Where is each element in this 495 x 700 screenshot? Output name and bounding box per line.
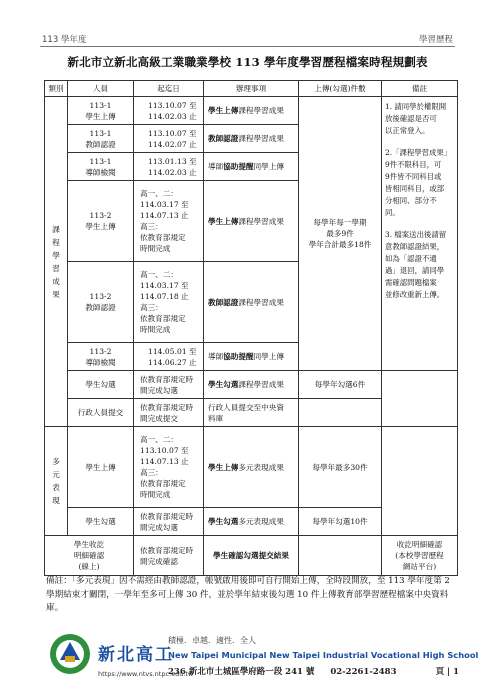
row-person: 113-1 教師認證 bbox=[68, 125, 134, 153]
category-multi: 多 元 表 現 bbox=[45, 427, 68, 536]
row-dates: 依教育部規定時 間完成提交 bbox=[134, 399, 204, 427]
row-dates: 依教育部規定時 間完成勾選 bbox=[134, 371, 204, 399]
row-task: 教師認證課程學習成果 bbox=[204, 262, 299, 343]
row-task: 學生上傳課程學習成果 bbox=[204, 97, 299, 125]
row-person: 113-1 導師檢閱 bbox=[68, 153, 134, 181]
row-task: 導師協助提醒同學上傳 bbox=[204, 343, 299, 371]
row-dates: 高一、二： 114.03.17 至 114.07.18 止 高三： 依教育部規定 時間完成 bbox=[134, 262, 204, 343]
category-course-results: 課 程 學 習 成 果 bbox=[45, 97, 68, 427]
table-row bbox=[45, 536, 458, 576]
header-year: 113 學年度 bbox=[42, 35, 87, 45]
note-3: 3. 檔案送出後請留 意教師認證結果， 如為「認證不通 過」退回，請同學 需確認問題檔案 並修改重新上傳。 bbox=[385, 230, 447, 299]
header-divider bbox=[40, 46, 455, 47]
table-row bbox=[45, 371, 458, 399]
school-name-en: New Taipei Municipal New Taipei Industrial Vocational High School bbox=[168, 650, 479, 660]
col-header: 上傳(勾選)件數 bbox=[299, 81, 382, 97]
school-url[interactable]: https://www.ntvs.ntpc.edu.tw bbox=[98, 670, 194, 678]
row-dates: 113.10.07 至 114.02.07 止 bbox=[134, 125, 204, 153]
count-empty bbox=[299, 536, 382, 576]
row-task: 學生上傳多元表現成果 bbox=[204, 427, 299, 508]
row-task: 行政人員提交至中央資 料庫 bbox=[204, 399, 299, 427]
row-task: 導師協助提醒同學上傳 bbox=[204, 153, 299, 181]
school-address bbox=[168, 665, 397, 677]
row-dates: 依教育部規定時 間完成確認 bbox=[134, 536, 204, 576]
row-person: 學生上傳 bbox=[68, 427, 134, 508]
row-dates: 113.10.07 至 114.02.03 止 bbox=[134, 97, 204, 125]
col-header: 起迄日 bbox=[134, 81, 204, 97]
page-footer bbox=[46, 630, 479, 680]
row-person: 113-2 教師認證 bbox=[68, 262, 134, 343]
row-task: 學生勾選課程學習成果 bbox=[204, 371, 299, 399]
notes-empty bbox=[382, 427, 458, 536]
row-person: 行政人員提交 bbox=[68, 399, 134, 427]
table-row bbox=[45, 427, 458, 508]
col-header: 辦理事項 bbox=[204, 81, 299, 97]
row-person: 學生收訖 明細確認 (線上) bbox=[45, 536, 134, 576]
row-task: 學生勾選多元表現成果 bbox=[204, 508, 299, 536]
row-person: 113-2 導師檢閱 bbox=[68, 343, 134, 371]
row-task: 教師認證課程學習成果 bbox=[204, 125, 299, 153]
row-dates: 依教育部規定時 間完成勾選 bbox=[134, 508, 204, 536]
row-task: 學生上傳課程學習成果 bbox=[204, 181, 299, 262]
header-section: 學習歷程 bbox=[418, 35, 453, 45]
row-dates: 高一、二： 114.03.17 至 114.07.13 止 高三： 依教育部規定 時間完成 bbox=[134, 181, 204, 262]
notes-empty bbox=[382, 371, 458, 427]
row-person: 113-1 學生上傳 bbox=[68, 97, 134, 125]
school-name-cn: 新北高工 bbox=[98, 645, 174, 665]
school-slogan: 積極．卓越．適性．全人 bbox=[168, 636, 256, 645]
row-dates: 114.05.01 至 114.06.27 止 bbox=[134, 343, 204, 371]
document-title: 新北市立新北高級工業職業學校 113 學年度學習歷程檔案時程規劃表 bbox=[67, 55, 428, 69]
row-dates: 113.01.13 至 114.02.03 止 bbox=[134, 153, 204, 181]
col-header: 備註 bbox=[382, 81, 458, 97]
address-text: 236 新北市土城區學府路一段 241 號 bbox=[168, 667, 315, 677]
row-person: 學生勾選 bbox=[68, 371, 134, 399]
footnote: 備註：「多元表現」因不需經由教師認證，帳號啟用後即可自行開始上傳，全時段開放，至 113 學年度第 2 學期結束才關閉，一學年至多可上傳 30 件，並於學年結束後勾選 10 件上傳教育部學習歷程檔案中央資料庫。 bbox=[46, 576, 450, 613]
school-logo-icon bbox=[46, 632, 94, 676]
count-empty bbox=[299, 399, 382, 427]
page-header bbox=[40, 30, 455, 44]
table-header-row bbox=[45, 81, 458, 97]
notes-cell bbox=[382, 97, 458, 371]
col-header: 類別 bbox=[45, 81, 68, 97]
row-task: 學生確認勾選提交結果 bbox=[204, 536, 299, 576]
col-header: 人員 bbox=[68, 81, 134, 97]
select-count: 每學年勾選10件 bbox=[299, 508, 382, 536]
row-person: 學生勾選 bbox=[68, 508, 134, 536]
note-1: 1. 請同學於權限開 放後確認是否可 以正常登入。 bbox=[385, 102, 447, 135]
multi-count: 每學年最多30件 bbox=[299, 427, 382, 508]
row-person: 113-2 學生上傳 bbox=[68, 181, 134, 262]
schedule-table bbox=[44, 80, 458, 576]
upload-limit: 每學年每一學期 最多9件 學年合計最多18件 bbox=[299, 97, 382, 371]
notes-last: 收訖明細確認 (本校學習歷程 網站平台) bbox=[382, 536, 458, 576]
table-row bbox=[45, 97, 458, 125]
row-dates: 高一、二： 113.10.07 至 114.07.13 止 高三： 依教育部規定 時間完成 bbox=[134, 427, 204, 508]
phone-number: 02-2261-2483 bbox=[330, 667, 397, 677]
note-2: 2.「課程學習成果」 9件不限科目，可 9件皆不同科目或 皆相同科目，或部 分相同、部分不 同。 bbox=[385, 148, 452, 217]
page-number: 頁 | 1 bbox=[435, 667, 459, 677]
select-count: 每學年勾選6件 bbox=[299, 371, 382, 399]
